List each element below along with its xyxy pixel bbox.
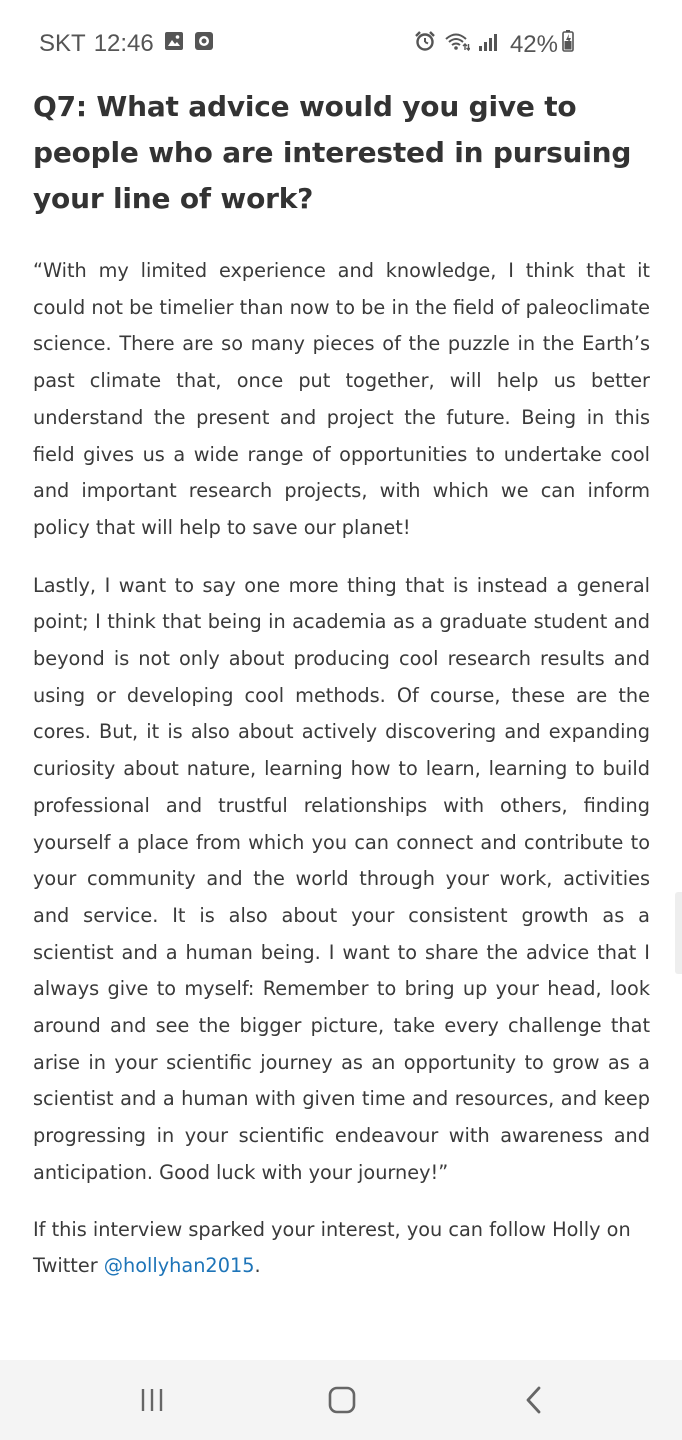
status-right bbox=[414, 30, 574, 59]
recent-apps-icon bbox=[137, 1385, 167, 1415]
scroll-handle[interactable] bbox=[675, 892, 682, 974]
back-button[interactable] bbox=[514, 1380, 554, 1420]
question-heading: Q7: What advice would you give to people who are interested in pursuing your line of work? bbox=[33, 90, 632, 215]
navigation-bar bbox=[0, 1360, 682, 1440]
status-left bbox=[39, 30, 224, 58]
battery-percent: 42% bbox=[509, 30, 558, 58]
wifi-icon bbox=[444, 31, 470, 59]
answer-paragraph-1: “With my limited experience and knowledge, I think that it could not be timelier than now to be in the field of paleoclimate science. There are so many pieces of the puzzle in the Earth’s past climate that, once put together, will help us better understand the present and project the future. Being in this field gives us a wide range of opportunities to undertake cool and important research projects, with which we can inform policy that will help to save our planet! bbox=[33, 259, 650, 539]
signal-icon bbox=[478, 31, 500, 59]
home-button[interactable] bbox=[322, 1380, 362, 1420]
follow-paragraph bbox=[33, 1212, 650, 1285]
article-content bbox=[33, 84, 650, 1285]
status-bar bbox=[0, 0, 682, 86]
battery-icon bbox=[562, 30, 574, 59]
recent-apps-button[interactable] bbox=[132, 1380, 172, 1420]
follow-suffix: . bbox=[254, 1254, 261, 1278]
alarm-icon bbox=[414, 30, 436, 59]
follow-text: If this interview sparked your interest, you can follow Holly on Twitter bbox=[33, 1217, 631, 1278]
twitter-handle-link[interactable]: @hollyhan2015 bbox=[103, 1254, 255, 1278]
carrier-label: SKT bbox=[39, 30, 86, 57]
clock: 12:46 bbox=[93, 30, 154, 57]
back-icon bbox=[519, 1385, 549, 1415]
answer-paragraph-2: Lastly, I want to say one more thing that is instead a general point; I think that being in academia as a graduate student and beyond is not only about producing cool research results and using or developing cool methods. Of course, these are the cores. But, it is also about actively discovering and expanding curiosity about nature, learning how to learn, learning to build professional and trustful relationships with others, finding yourself a place from which you can connect and contribute to your community and the world through your work, activities and service. It is also about your consistent growth as a scientist and a human being. I want to share the advice that I always give to myself: Remember to bring up your head, look around and see the bigger picture, take every challenge that arise in your scientific journey as an opportunity to grow as a scientist and a human with given time and resources, and keep progressing in your scientific endeavour with awareness and anticipation. Good luck with your journey!” bbox=[33, 573, 650, 1184]
screen-record-icon bbox=[194, 30, 214, 58]
gallery-icon bbox=[164, 30, 184, 58]
home-icon bbox=[327, 1385, 357, 1415]
